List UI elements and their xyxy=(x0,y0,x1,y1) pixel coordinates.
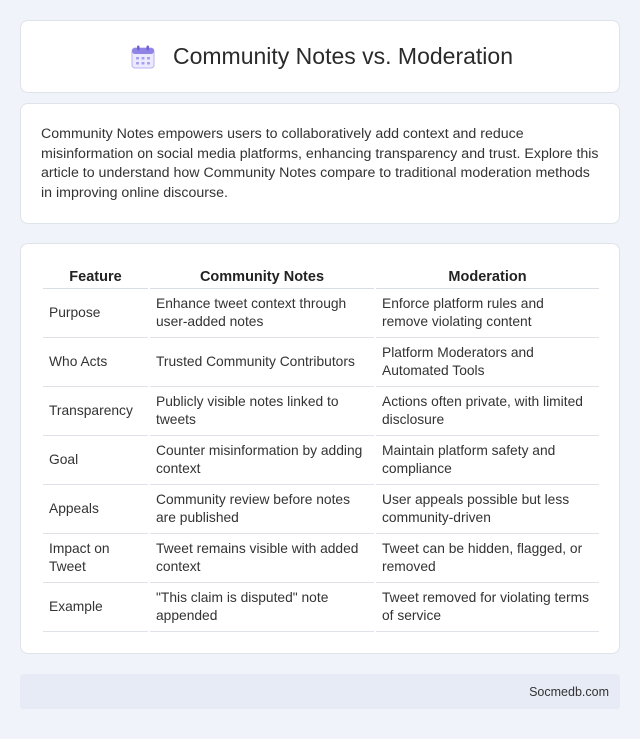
table-row xyxy=(43,533,599,582)
table-row xyxy=(43,582,599,631)
intro-text: Community Notes empowers users to collaboratively add context and reduce misinformation on social media platforms, enhancing transparency and trust. Explore this article to understand how Community Notes compare to traditional moderation methods in improving online discourse. xyxy=(41,126,599,201)
table-row xyxy=(43,484,599,533)
community-notes-cell: Publicly visible notes linked to tweets xyxy=(149,386,375,435)
table-row xyxy=(43,337,599,386)
feature-cell: Who Acts xyxy=(43,337,149,386)
community-notes-cell: Trusted Community Contributors xyxy=(149,337,375,386)
calendar-icon xyxy=(127,41,159,73)
feature-cell: Transparency xyxy=(43,386,149,435)
community-notes-cell: Tweet remains visible with added context xyxy=(149,533,375,582)
feature-cell: Purpose xyxy=(43,288,149,337)
moderation-cell: Maintain platform safety and compliance xyxy=(375,435,599,484)
community-notes-cell: Enhance tweet context through user-added notes xyxy=(149,288,375,337)
moderation-cell: Actions often private, with limited disclosure xyxy=(375,386,599,435)
moderation-cell: Tweet can be hidden, flagged, or removed xyxy=(375,533,599,582)
table-row xyxy=(43,386,599,435)
comparison-table xyxy=(43,266,599,632)
feature-cell: Appeals xyxy=(43,484,149,533)
moderation-cell: Platform Moderators and Automated Tools xyxy=(375,337,599,386)
table-header-row xyxy=(43,266,599,288)
table-row xyxy=(43,435,599,484)
title-card xyxy=(20,20,620,93)
feature-cell: Goal xyxy=(43,435,149,484)
feature-cell: Impact on Tweet xyxy=(43,533,149,582)
title-wrap xyxy=(127,41,513,73)
community-notes-cell: "This claim is disputed" note appended xyxy=(149,582,375,631)
footer xyxy=(20,674,620,709)
header-community-notes: Community Notes xyxy=(149,266,375,288)
table-row xyxy=(43,288,599,337)
feature-cell: Example xyxy=(43,582,149,631)
header-feature: Feature xyxy=(43,266,149,288)
intro-card xyxy=(20,103,620,224)
page-title: Community Notes vs. Moderation xyxy=(172,43,513,69)
moderation-cell: Enforce platform rules and remove violating content xyxy=(375,288,599,337)
community-notes-cell: Community review before notes are published xyxy=(149,484,375,533)
moderation-cell: Tweet removed for violating terms of service xyxy=(375,582,599,631)
community-notes-cell: Counter misinformation by adding context xyxy=(149,435,375,484)
header-moderation: Moderation xyxy=(375,266,599,288)
moderation-cell: User appeals possible but less community-driven xyxy=(375,484,599,533)
comparison-table-card xyxy=(20,243,620,654)
footer-site-name: Socmedb.com xyxy=(529,684,609,699)
